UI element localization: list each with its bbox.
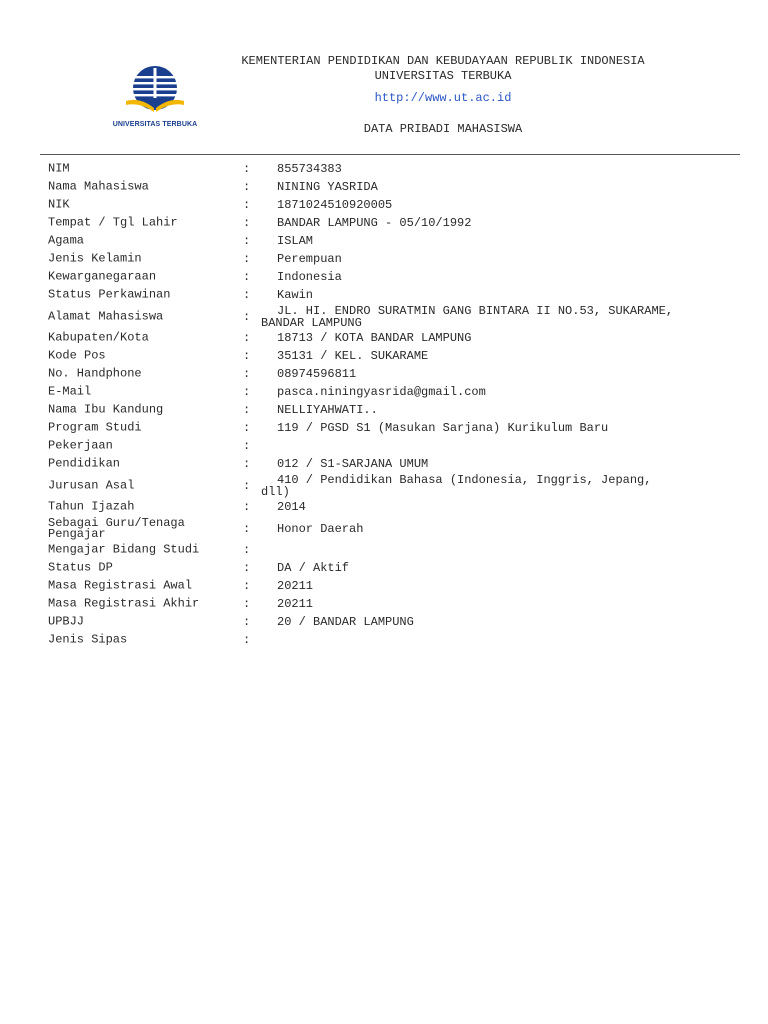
field-label: Kabupaten/Kota xyxy=(48,330,149,345)
field-value: DA / Aktif xyxy=(277,561,350,575)
field-label: Masa Registrasi Akhir xyxy=(48,596,200,611)
field-label: Nama Ibu Kandung xyxy=(48,402,164,417)
field-separator: : xyxy=(243,270,251,284)
field-separator: : xyxy=(243,597,251,611)
field-label: NIK xyxy=(48,197,70,212)
field-row xyxy=(48,329,738,347)
field-row xyxy=(48,437,738,455)
ministry-name: KEMENTERIAN PENDIDIKAN DAN KEBUDAYAAN REPUBLIK INDONESIA xyxy=(241,54,645,68)
field-label: Agama xyxy=(48,233,85,248)
field-label: Kode Pos xyxy=(48,348,106,363)
field-separator: : xyxy=(243,309,251,324)
field-value: 012 / S1-SARJANA UMUM xyxy=(277,457,429,471)
student-data-list xyxy=(48,160,738,649)
field-row xyxy=(48,214,738,232)
field-separator: : xyxy=(243,561,251,575)
field-label: Tahun Ijazah xyxy=(48,499,135,514)
field-separator: : xyxy=(243,234,251,248)
field-label: Masa Registrasi Awal xyxy=(48,578,193,593)
field-separator: : xyxy=(243,500,251,514)
field-label: Mengajar Bidang Studi xyxy=(48,542,200,557)
logo-text: UNIVERSITAS TERBUKA xyxy=(112,121,198,128)
field-separator: : xyxy=(243,521,251,536)
field-row xyxy=(48,347,738,365)
field-value: 18713 / KOTA BANDAR LAMPUNG xyxy=(277,331,472,345)
field-label: NIM xyxy=(48,161,70,176)
field-label: Status Perkawinan xyxy=(48,287,171,302)
field-label: Jurusan Asal xyxy=(48,478,135,492)
field-label: Sebagai Guru/Tenaga Pengajar xyxy=(48,515,185,541)
field-row xyxy=(48,268,738,286)
field-row xyxy=(48,401,738,419)
field-value: 35131 / KEL. SUKARAME xyxy=(277,349,429,363)
field-row xyxy=(48,419,738,437)
field-value: 08974596811 xyxy=(277,367,357,381)
field-separator: : xyxy=(243,367,251,381)
field-separator: : xyxy=(243,403,251,417)
field-row xyxy=(48,577,738,595)
field-separator: : xyxy=(243,288,251,302)
field-row xyxy=(48,286,738,304)
field-separator: : xyxy=(243,349,251,363)
field-row xyxy=(48,595,738,613)
field-separator: : xyxy=(243,216,251,230)
field-label: Program Studi xyxy=(48,420,142,435)
field-label: Jenis Kelamin xyxy=(48,251,142,266)
field-row xyxy=(48,541,738,559)
field-separator: : xyxy=(243,457,251,471)
field-row xyxy=(48,473,738,498)
field-row xyxy=(48,498,738,516)
field-row xyxy=(48,196,738,214)
field-label: UPBJJ xyxy=(48,614,85,629)
field-separator: : xyxy=(243,331,251,345)
website-link[interactable]: http://www.ut.ac.id xyxy=(374,91,512,105)
field-separator: : xyxy=(243,198,251,212)
field-value: NELLIYAHWATI.. xyxy=(277,403,378,417)
field-value: 119 / PGSD S1 (Masukan Sarjana) Kurikulum Baru xyxy=(277,421,609,435)
field-row xyxy=(48,559,738,577)
field-value: 20211 xyxy=(277,579,314,593)
field-row xyxy=(48,232,738,250)
field-row xyxy=(48,455,738,473)
field-row xyxy=(48,613,738,631)
field-label: No. Handphone xyxy=(48,366,142,381)
field-value: NINING YASRIDA xyxy=(277,180,378,194)
field-label: Alamat Mahasiswa xyxy=(48,309,164,323)
field-label: Nama Mahasiswa xyxy=(48,179,149,194)
field-separator: : xyxy=(243,162,251,176)
field-value: 20 / BANDAR LAMPUNG xyxy=(277,615,414,629)
field-value: Indonesia xyxy=(277,270,342,284)
university-name: UNIVERSITAS TERBUKA xyxy=(374,69,512,83)
field-label: Kewarganegaraan xyxy=(48,269,157,284)
field-separator: : xyxy=(243,252,251,266)
field-label: Pendidikan xyxy=(48,456,121,471)
field-row xyxy=(48,250,738,268)
field-row xyxy=(48,631,738,649)
field-separator: : xyxy=(243,615,251,629)
field-row xyxy=(48,365,738,383)
field-separator: : xyxy=(243,478,251,493)
field-value: BANDAR LAMPUNG - 05/10/1992 xyxy=(277,216,472,230)
field-value: JL. HI. ENDRO SURATMIN GANG BINTARA II NO.53, SUKARAME, BANDAR LAMPUNG xyxy=(261,303,674,330)
field-label: E-Mail xyxy=(48,384,92,399)
field-separator: : xyxy=(243,579,251,593)
field-value: 2014 xyxy=(277,500,306,514)
header-divider xyxy=(40,154,740,155)
field-separator: : xyxy=(243,180,251,194)
field-separator: : xyxy=(243,439,251,453)
field-value: ISLAM xyxy=(277,234,314,248)
field-separator: : xyxy=(243,633,251,647)
field-value: Kawin xyxy=(277,288,314,302)
field-value: pasca.niningyasrida@gmail.com xyxy=(277,385,486,399)
field-value: 410 / Pendidikan Bahasa (Indonesia, Inggris, Jepang, dll) xyxy=(261,472,652,499)
field-label: Jenis Sipas xyxy=(48,632,128,647)
field-separator: : xyxy=(243,421,251,435)
field-separator: : xyxy=(243,385,251,399)
field-row xyxy=(48,178,738,196)
field-row xyxy=(48,383,738,401)
field-label: Tempat / Tgl Lahir xyxy=(48,215,178,230)
field-value: 855734383 xyxy=(277,162,342,176)
field-value: Perempuan xyxy=(277,252,342,266)
field-row xyxy=(48,516,738,541)
document-title: DATA PRIBADI MAHASISWA xyxy=(363,122,523,136)
field-separator: : xyxy=(243,543,251,557)
field-value: 1871024510920005 xyxy=(277,198,393,212)
field-row xyxy=(48,304,738,329)
field-row xyxy=(48,160,738,178)
field-value: 20211 xyxy=(277,597,314,611)
field-label: Pekerjaan xyxy=(48,438,113,453)
field-value: Honor Daerah xyxy=(277,521,364,536)
field-label: Status DP xyxy=(48,560,113,575)
